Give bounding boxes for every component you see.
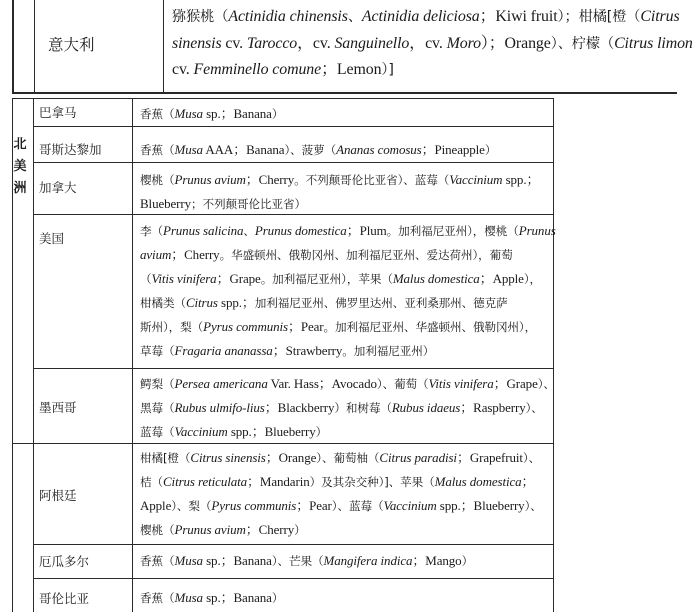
scientific-name: Vaccinium (449, 172, 503, 187)
country-column-divider (132, 98, 133, 612)
text-line (140, 494, 542, 518)
text-segment: ；Grapefruit (456, 450, 523, 465)
text-segment: spp.； (502, 172, 540, 187)
text-segment: ；Raspberry (460, 400, 526, 415)
text-segment: ；不列颠哥伦比亚省） (191, 197, 306, 211)
text-segment: Blueberry (140, 196, 192, 211)
text-segment: ）、梨（ (171, 499, 212, 513)
scientific-name: Citrus (640, 8, 680, 25)
text-line (140, 168, 539, 192)
top-table-region-divider (34, 0, 35, 93)
text-line (140, 291, 556, 315)
text-segment: ）、 (525, 401, 543, 415)
text-segment: ；Mango (412, 553, 462, 568)
scientific-name: Vitis vinifera (151, 271, 217, 286)
text-segment: ）、 (522, 451, 541, 465)
fruit-list-colombia (140, 586, 283, 610)
text-segment: ） (294, 523, 306, 537)
country-costa-rica: 哥斯达黎加 (39, 142, 102, 157)
fruit-list-ecuador (140, 549, 473, 573)
scientific-name: avium (140, 247, 172, 262)
text-segment: 草莓（ (140, 344, 175, 358)
text-segment: ；Mandarin (247, 474, 310, 489)
scientific-name: Moro (446, 34, 481, 52)
text-segment: ；Pear (296, 498, 332, 513)
scientific-name: Musa (174, 142, 203, 157)
scientific-name: Pyrus communis (211, 498, 297, 513)
text-segment: sp.；Banana (202, 590, 272, 605)
text-segment: ；Plum (346, 223, 387, 238)
text-segment: ）及其杂交种）]、苹果（ (309, 475, 435, 489)
text-segment: ；Apple (479, 271, 524, 286)
text-segment: 柑橘[橙（ (140, 451, 191, 465)
text-line (140, 549, 473, 573)
scientific-name: Tarocco (246, 34, 298, 52)
text-segment: ）、柠檬（ (550, 35, 615, 52)
text-line (140, 518, 542, 542)
scientific-name: Citrus limon (614, 34, 693, 52)
text-segment: 李（ (140, 224, 163, 238)
country-mexico: 墨西哥 (39, 400, 77, 415)
scientific-name: Citrus sinensis (190, 450, 266, 465)
text-segment: ，cv. (409, 34, 447, 52)
text-line (140, 315, 556, 339)
scientific-name: Citrus paradisi (379, 450, 457, 465)
text-segment: 。加利福尼亚州、华盛顿州、俄勒冈州）， (323, 320, 537, 334)
scientific-name: Actinidia deliciosa (361, 8, 480, 25)
scientific-name: Rubus idaeus (391, 400, 461, 415)
scientific-name: Pyrus communis (203, 319, 288, 334)
scientific-name: Mangifera indica (323, 553, 413, 568)
text-segment: sp.；Banana (202, 553, 272, 568)
text-line (140, 420, 555, 444)
region-column-divider (33, 98, 34, 612)
text-segment: ；Orange (265, 450, 317, 465)
country-panama: 巴拿马 (39, 105, 77, 120)
text-segment: 加利福尼亚州、佛罗里达州、亚利桑那州、德克萨 (254, 296, 508, 310)
text-line (140, 372, 555, 396)
text-segment: 。不列颠哥伦比亚省）、蓝莓（ (294, 173, 450, 187)
fruit-list-argentina (140, 446, 542, 542)
text-segment: Apple (140, 498, 172, 513)
scientific-name: Citrus (185, 295, 218, 310)
text-line (140, 219, 556, 243)
text-segment: ； (521, 474, 535, 489)
scientific-name: Musa (174, 553, 203, 568)
text-segment: 。加利福尼亚州），苹果（ (260, 272, 393, 286)
fruit-list-usa (140, 219, 556, 363)
text-line (172, 4, 693, 31)
scientific-name: Prunus domestica (254, 223, 347, 238)
text-line (140, 102, 283, 126)
fruit-list-mexico (140, 372, 555, 444)
country-canada: 加拿大 (39, 180, 77, 195)
fruit-list-canada (140, 168, 539, 216)
text-segment: 。华盛顿州、俄勒冈州、加利福尼亚州、爱达荷州），葡萄 (219, 248, 513, 262)
country-italy: 意大利 (48, 36, 95, 54)
text-segment: ；Pear (287, 319, 324, 334)
row-divider (33, 162, 554, 163)
scientific-name: Ananas comosus (336, 142, 422, 157)
text-segment: ）， (523, 272, 542, 286)
country-colombia: 哥伦比亚 (39, 591, 90, 606)
scientific-name: Malus domestica (434, 474, 522, 489)
text-line (140, 192, 539, 216)
text-segment: 。加利福尼亚州），樱桃（ (386, 224, 519, 238)
text-segment: 、 (347, 9, 362, 25)
scientific-name: Vaccinium (383, 498, 437, 513)
scientific-name: Actinidia chinensis (228, 8, 348, 25)
row-divider (33, 578, 554, 579)
text-segment: ；Lemon (321, 61, 382, 78)
text-segment: spp.；Blueberry (227, 424, 316, 439)
scientific-name: Prunus salicina (163, 223, 244, 238)
scientific-name: Vitis vinifera (428, 376, 494, 391)
text-line (140, 586, 283, 610)
text-segment: ；Strawberry (272, 343, 343, 358)
text-segment: ）；Orange (480, 34, 551, 52)
text-line (140, 243, 556, 267)
text-segment: （ (140, 272, 152, 286)
text-segment: ）、葡萄柚（ (316, 451, 380, 465)
text-segment: ，cv. (297, 34, 335, 52)
text-segment: ；Cherry (245, 522, 295, 537)
text-segment: 香蕉（ (140, 107, 175, 121)
scientific-name: Fragaria ananassa (174, 343, 273, 358)
text-segment: ；Cherry (245, 172, 295, 187)
country-usa: 美国 (39, 231, 65, 246)
text-segment: cv. (221, 34, 247, 52)
text-segment: 桔（ (140, 475, 163, 489)
scientific-name: Rubus ulmifo-lius (174, 400, 265, 415)
text-line (140, 339, 556, 363)
text-segment: 猕猴桃（ (172, 9, 229, 25)
text-segment: ） (271, 107, 284, 121)
fruit-list-costa-rica (140, 138, 496, 162)
top-table-column-divider (163, 0, 164, 93)
text-segment: ；Grape (493, 376, 538, 391)
scientific-name: Prunus avium (174, 522, 246, 537)
text-line (140, 138, 496, 162)
text-segment: 蓝莓（ (140, 425, 175, 439)
text-segment: ；Cherry (171, 247, 220, 262)
text-segment: ）；柑橘[橙（ (557, 9, 641, 25)
text-segment: 樱桃（ (140, 523, 175, 537)
text-segment: ）] (381, 62, 394, 78)
scientific-name: Musa (174, 590, 203, 605)
text-segment: 斯州），梨（ (140, 320, 204, 334)
text-line (172, 31, 693, 58)
text-segment: ） (461, 554, 474, 568)
row-divider (33, 368, 554, 369)
text-segment: 香蕉（ (140, 143, 175, 157)
country-ecuador: 厄瓜多尔 (39, 554, 90, 569)
text-segment: ；Kiwi fruit (479, 8, 558, 25)
row-divider (33, 544, 554, 545)
text-segment: ） (484, 143, 497, 157)
top-table-left-border (12, 0, 14, 93)
text-segment: 黑莓（ (140, 401, 175, 415)
top-table-bottom-border (12, 92, 677, 94)
scientific-name: Citrus reticulata (163, 474, 248, 489)
text-segment: ） (271, 591, 284, 605)
row-divider (33, 126, 554, 127)
text-segment: cv. (172, 61, 194, 78)
text-segment: 、 (243, 224, 255, 238)
country-argentina: 阿根廷 (39, 488, 77, 503)
scientific-name: Vaccinium (174, 424, 228, 439)
text-segment: Var. Hass；Avocado (267, 376, 377, 391)
text-segment: 鳄梨（ (140, 377, 175, 391)
text-segment: ；Grape (216, 271, 261, 286)
scientific-name: Femminello comune (193, 61, 322, 78)
text-segment: 香蕉（ (140, 591, 175, 605)
region-north-america: 北美洲 (13, 137, 27, 196)
text-segment: spp.； (217, 295, 255, 310)
text-segment: ）、芒果（ (271, 554, 324, 568)
text-segment: ）和树莓（ (334, 401, 392, 415)
main-table-top-border (12, 98, 554, 99)
text-line (140, 396, 555, 420)
text-line (140, 470, 542, 494)
text-segment: ；Pineapple (421, 142, 485, 157)
text-segment: spp.；Blueberry (436, 498, 525, 513)
text-line (140, 446, 542, 470)
text-segment: 。加利福尼亚州） (342, 344, 435, 358)
scientific-name: Prunus (518, 223, 556, 238)
scientific-name: Malus domestica (392, 271, 480, 286)
text-segment: ） (315, 425, 328, 439)
text-segment: 香蕉（ (140, 554, 175, 568)
text-segment: ；Blackberry (264, 400, 335, 415)
text-segment: ）、 (537, 377, 555, 391)
text-segment: ）、葡萄（ (376, 377, 429, 391)
text-segment: ）、菠萝（ (284, 143, 337, 157)
scientific-name: Sanguinello (334, 34, 410, 52)
scientific-name: sinensis (172, 34, 222, 52)
text-segment: sp.；Banana (202, 106, 272, 121)
fruit-list-italy (172, 4, 693, 84)
scientific-name: Musa (174, 106, 203, 121)
text-segment: ）、蓝莓（ (331, 499, 384, 513)
text-segment: 樱桃（ (140, 173, 175, 187)
text-segment: ）、 (524, 499, 542, 513)
text-segment: AAA；Banana (202, 142, 285, 157)
scientific-name: Persea americana (174, 376, 268, 391)
text-line (172, 57, 693, 84)
text-line (140, 267, 556, 291)
scientific-name: Prunus avium (174, 172, 246, 187)
text-segment: 柑橘类（ (140, 296, 186, 310)
fruit-list-panama (140, 102, 283, 126)
